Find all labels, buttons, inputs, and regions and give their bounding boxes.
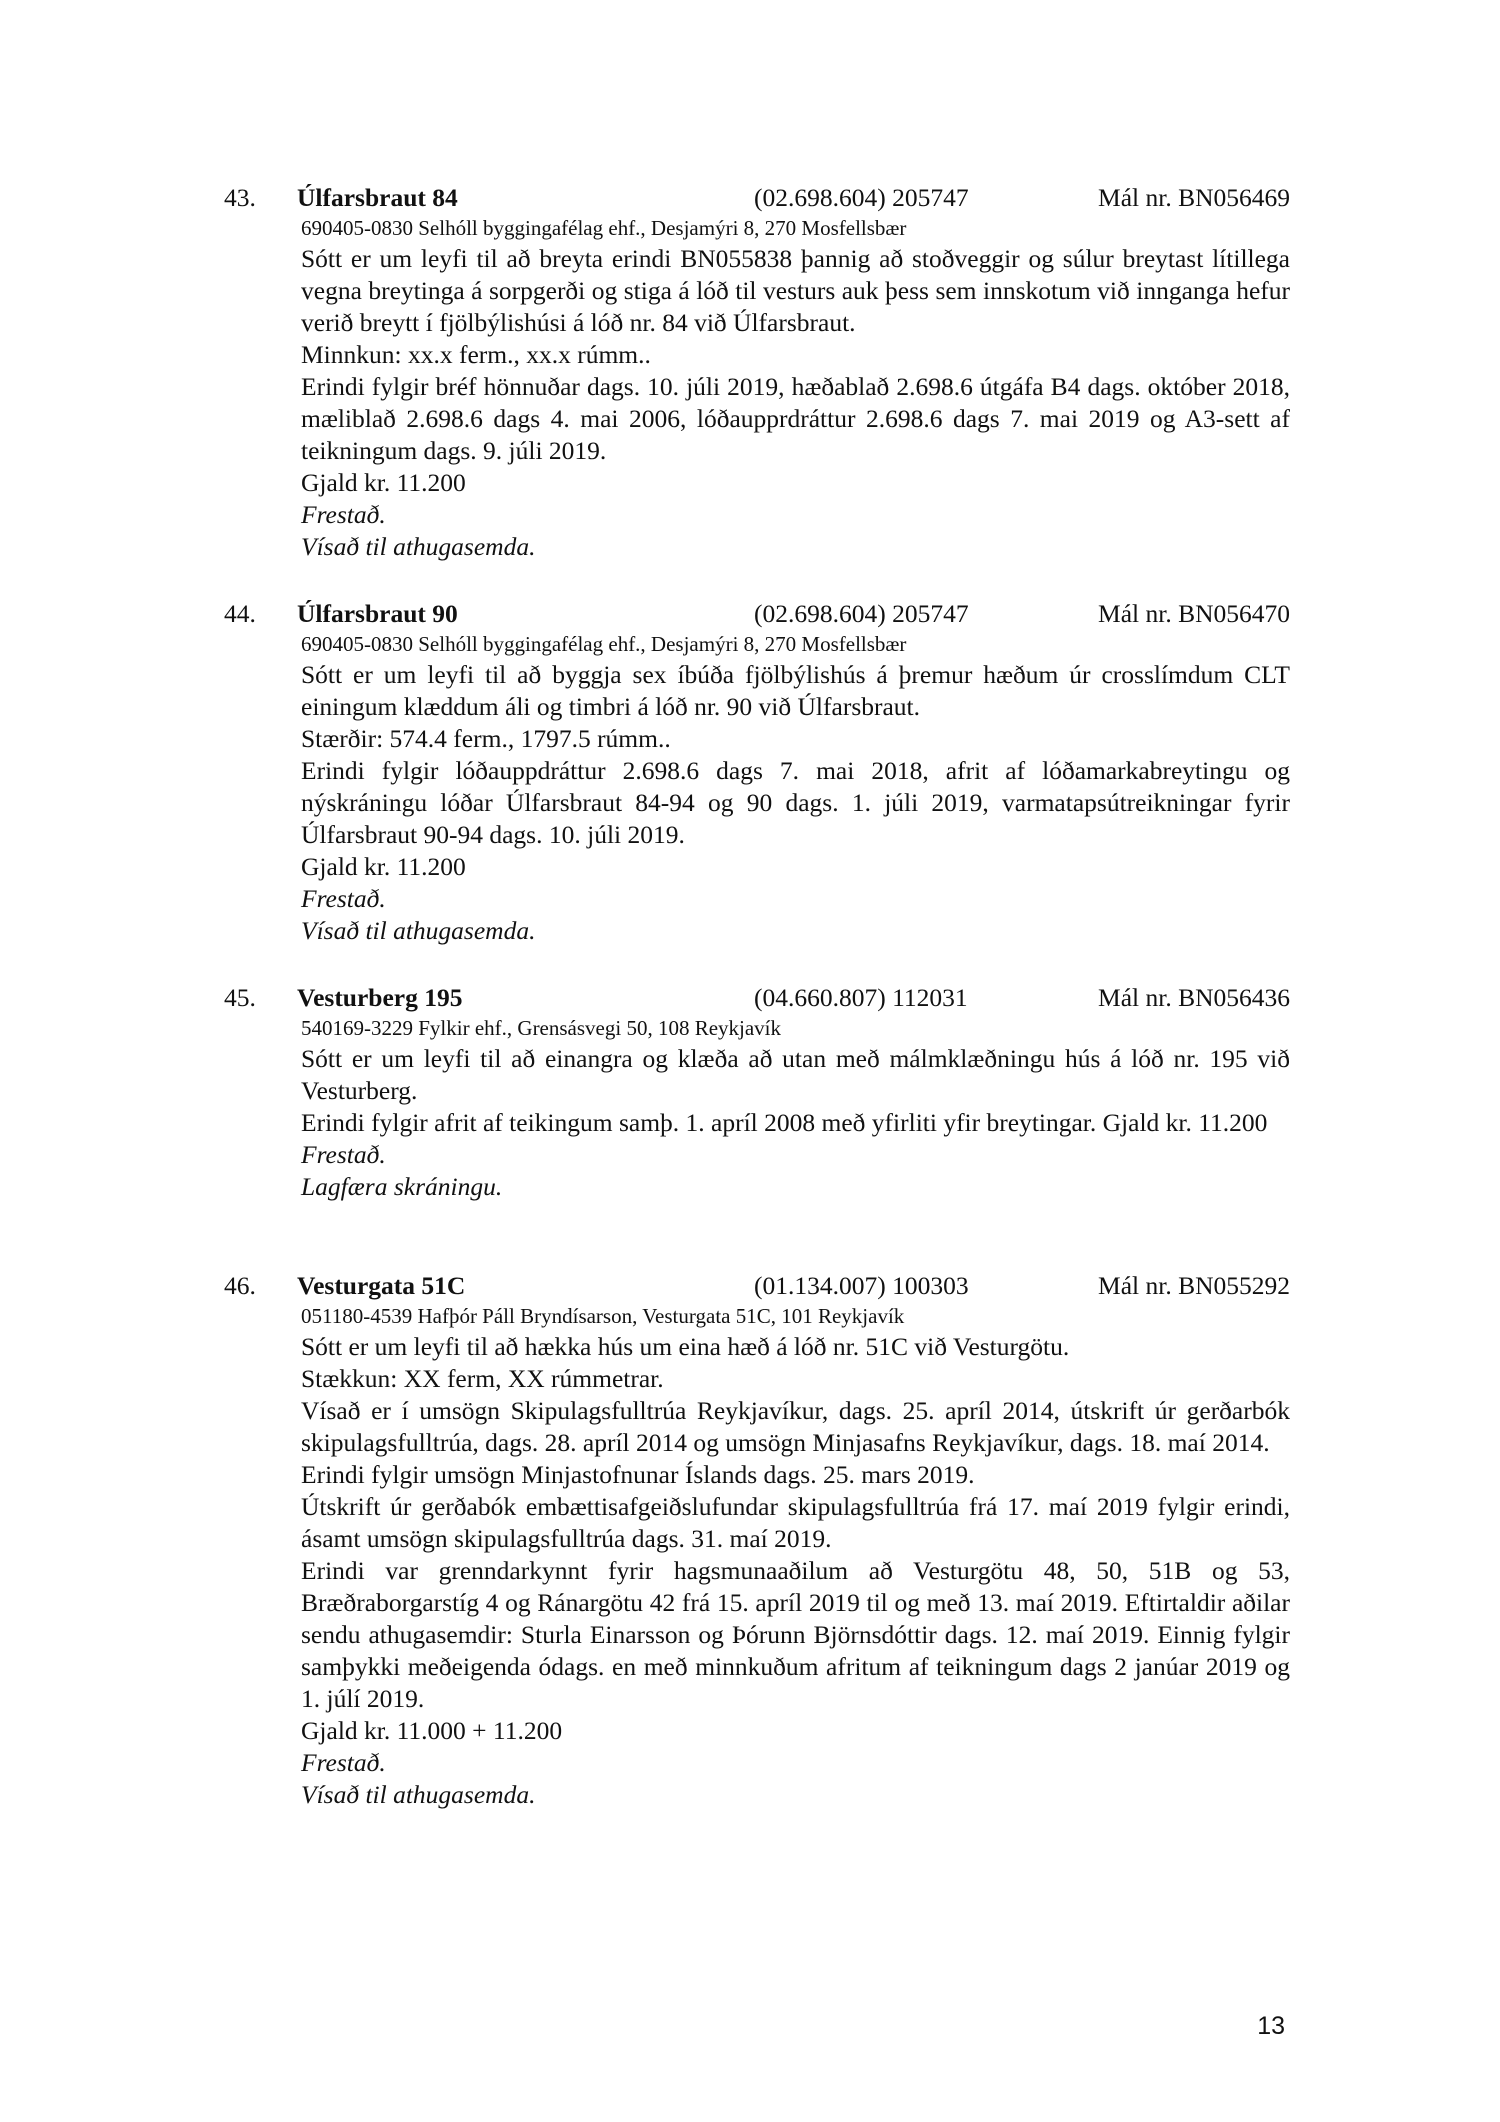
entry-header bbox=[224, 598, 1290, 630]
entry-attachments: Erindi fylgir lóðauppdráttur 2.698.6 dags 7. mai 2018, afrit af lóðamarkabreytingu og nýskráningu lóðar Úlfarsbraut 84-94 og 90 dags. 1. júli 2019, varmatapsútreikningar fyrir Úlfarsbraut 90-94 dags. 10. júli 2019. bbox=[301, 756, 1290, 849]
entry-land-code: (04.660.807) 112031 bbox=[754, 983, 968, 1012]
entry-reference: Vísað er í umsögn Skipulagsfulltrúa Reykjavíkur, dags. 25. apríl 2014, útskrift úr gerðarbók skipulagsfulltrúa, dags. 28. apríl 2014 og umsögn Minjasafns Reykjavíkur, dags. 18. maí 2014. bbox=[301, 1396, 1290, 1457]
entry-header bbox=[224, 182, 1290, 214]
case-entry-43 bbox=[224, 182, 1290, 563]
entry-case-number: Mál nr. BN056469 bbox=[1098, 183, 1290, 212]
entry-header bbox=[224, 1270, 1290, 1302]
entry-minutes: Útskrift úr gerðabók embættisafgeiðslufundar skipulagsfulltrúa frá 17. maí 2019 fylgir erindi, ásamt umsögn skipulagsfulltrúa dags. 31. maí 2019. bbox=[301, 1492, 1290, 1553]
entry-land-code: (01.134.007) 100303 bbox=[754, 1271, 969, 1300]
case-entry-44 bbox=[224, 598, 1290, 947]
entry-applicant: 690405-0830 Selhóll byggingafélag ehf., Desjamýri 8, 270 Mosfellsbær bbox=[301, 216, 907, 240]
entry-applicant: 051180-4539 Hafþór Páll Bryndísarson, Vesturgata 51C, 101 Reykjavík bbox=[301, 1304, 905, 1328]
entry-description: Sótt er um leyfi til að byggja sex íbúða fjölbýlishús á þremur hæðum úr crosslímdum CLT einingum klæddum áli og timbri á lóð nr. 90 við Úlfarsbraut. bbox=[301, 660, 1290, 721]
entry-applicant: 540169-3229 Fylkir ehf., Grensásvegi 50, 108 Reykjavík bbox=[301, 1016, 782, 1040]
entry-number: 43. bbox=[224, 183, 256, 212]
entry-number: 45. bbox=[224, 983, 256, 1012]
entry-description: Sótt er um leyfi til að einangra og klæða að utan með málmklæðningu hús á lóð nr. 195 við Vesturberg. bbox=[301, 1044, 1290, 1105]
entry-land-code: (02.698.604) 205747 bbox=[754, 183, 969, 212]
entry-decision-note: Vísað til athugasemda. bbox=[301, 1780, 536, 1809]
entry-size: Minnkun: xx.x ferm., xx.x rúmm.. bbox=[301, 340, 651, 369]
entry-number: 44. bbox=[224, 599, 256, 628]
entry-decision-note: Vísað til athugasemda. bbox=[301, 916, 536, 945]
entry-body bbox=[301, 243, 1290, 563]
page-number: 13 bbox=[1257, 2012, 1285, 2040]
entry-description: Sótt er um leyfi til að breyta erindi BN055838 þannig að stoðveggir og súlur breytast lítillega vegna breytinga á sorpgerði og stiga á lóð til vesturs auk þess sem innskotum við innganga hefur verið breytt í fjölbýlishúsi á lóð nr. 84 við Úlfarsbraut. bbox=[301, 244, 1290, 337]
case-entry-46 bbox=[224, 1270, 1290, 1811]
entry-applicant: 690405-0830 Selhóll byggingafélag ehf., Desjamýri 8, 270 Mosfellsbær bbox=[301, 632, 907, 656]
entry-attachments: Erindi fylgir umsögn Minjastofnunar Íslands dags. 25. mars 2019. bbox=[301, 1460, 975, 1489]
entry-fee: Gjald kr. 11.200 bbox=[301, 468, 466, 497]
entry-size: Stærðir: 574.4 ferm., 1797.5 rúmm.. bbox=[301, 724, 671, 753]
entry-case-number: Mál nr. BN056436 bbox=[1098, 983, 1290, 1012]
entry-body bbox=[301, 659, 1290, 947]
entry-fee: Gjald kr. 11.000 + 11.200 bbox=[301, 1716, 563, 1745]
entry-decision: Frestað. bbox=[301, 500, 386, 529]
entry-decision-note: Lagfæra skráningu. bbox=[301, 1172, 503, 1201]
entry-body bbox=[301, 1331, 1290, 1811]
entry-body bbox=[301, 1043, 1290, 1203]
entry-address: Úlfarsbraut 90 bbox=[297, 599, 458, 628]
entry-size: Stækkun: XX ferm, XX rúmmetrar. bbox=[301, 1364, 664, 1393]
entry-address: Úlfarsbraut 84 bbox=[297, 183, 458, 212]
entry-number: 46. bbox=[224, 1271, 256, 1300]
entry-description: Sótt er um leyfi til að hækka hús um eina hæð á lóð nr. 51C við Vesturgötu. bbox=[301, 1332, 1070, 1361]
entry-neighbour-notice: Erindi var grenndarkynnt fyrir hagsmunaaðilum að Vesturgötu 48, 50, 51B og 53, Bræðraborgarstíg 4 og Ránargötu 42 frá 15. apríl 2019 til og með 13. maí 2019. Eftirtaldir aðilar sendu athugasemdir: Sturla Einarsson og Þórunn Björnsdóttir dags. 12. maí 2019. Einnig fylgir samþykki meðeigenda ódags. en með minnkuðum afritum af teikningum dags 2 janúar 2019 og 1. júlí 2019. bbox=[301, 1556, 1290, 1713]
case-entry-45 bbox=[224, 982, 1290, 1203]
entry-land-code: (02.698.604) 205747 bbox=[754, 599, 969, 628]
entry-decision: Frestað. bbox=[301, 1140, 386, 1169]
entry-fee: Gjald kr. 11.200 bbox=[301, 852, 466, 881]
entry-case-number: Mál nr. BN055292 bbox=[1098, 1271, 1290, 1300]
entry-header bbox=[224, 982, 1290, 1014]
entry-decision-note: Vísað til athugasemda. bbox=[301, 532, 536, 561]
entry-address: Vesturgata 51C bbox=[297, 1271, 466, 1300]
entry-decision: Frestað. bbox=[301, 1748, 386, 1777]
entry-address: Vesturberg 195 bbox=[297, 983, 463, 1012]
entry-decision: Frestað. bbox=[301, 884, 386, 913]
entry-case-number: Mál nr. BN056470 bbox=[1098, 599, 1290, 628]
entry-attachments: Erindi fylgir afrit af teikingum samþ. 1. apríl 2008 með yfirliti yfir breytingar. Gjald kr. 11.200 bbox=[301, 1108, 1268, 1137]
entry-attachments: Erindi fylgir bréf hönnuðar dags. 10. júli 2019, hæðablað 2.698.6 útgáfa B4 dags. október 2018, mæliblað 2.698.6 dags 4. mai 2006, lóðaupprdráttur 2.698.6 dags 7. mai 2019 og A3-sett af teikningum dags. 9. júli 2019. bbox=[301, 372, 1290, 465]
